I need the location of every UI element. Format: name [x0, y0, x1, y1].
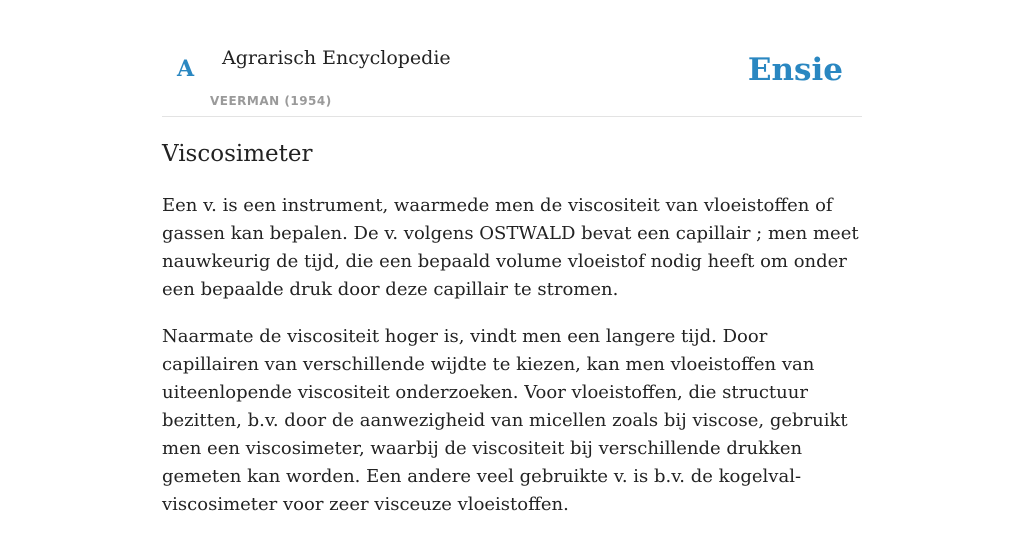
book-logo[interactable]: A	[177, 56, 195, 82]
book-title-link[interactable]: Agrarisch Encyclopedie	[222, 47, 451, 69]
book-edition: VEERMAN (1954)	[210, 94, 332, 108]
paragraph: Naarmate de viscositeit hoger is, vindt men een langere tijd. Door capillairen van verschillende wijdte te kiezen, kan men vloeistoffen van uiteenlopende viscositeit onderzoeken. Voor vloeistoffen, die structuur bezitten, b.v. door de aanwezigheid van micellen zoals bij viscose, gebruikt men een viscosimeter, waarbij de viscositeit bij verschillende drukken gemeten kan worden. Een andere veel gebruikte v. is b.v. de kogelval-viscosimeter voor zeer visceuze vloeistoffen.	[162, 326, 848, 515]
entry-content	[162, 192, 862, 538]
brand-logo[interactable]: Ensie	[747, 52, 843, 88]
paragraph: Een v. is een instrument, waarmede men de viscositeit van vloeistoffen of gassen kan bepalen. De v. volgens OSTWALD bevat een capillair ; men meet nauwkeurig de tijd, die een bepaald volume vloeistof nodig heeft om onder een bepaalde druk door deze capillair te stromen.	[162, 195, 859, 300]
entry-title: Viscosimeter	[162, 141, 313, 167]
header	[162, 0, 862, 117]
page	[162, 0, 862, 515]
